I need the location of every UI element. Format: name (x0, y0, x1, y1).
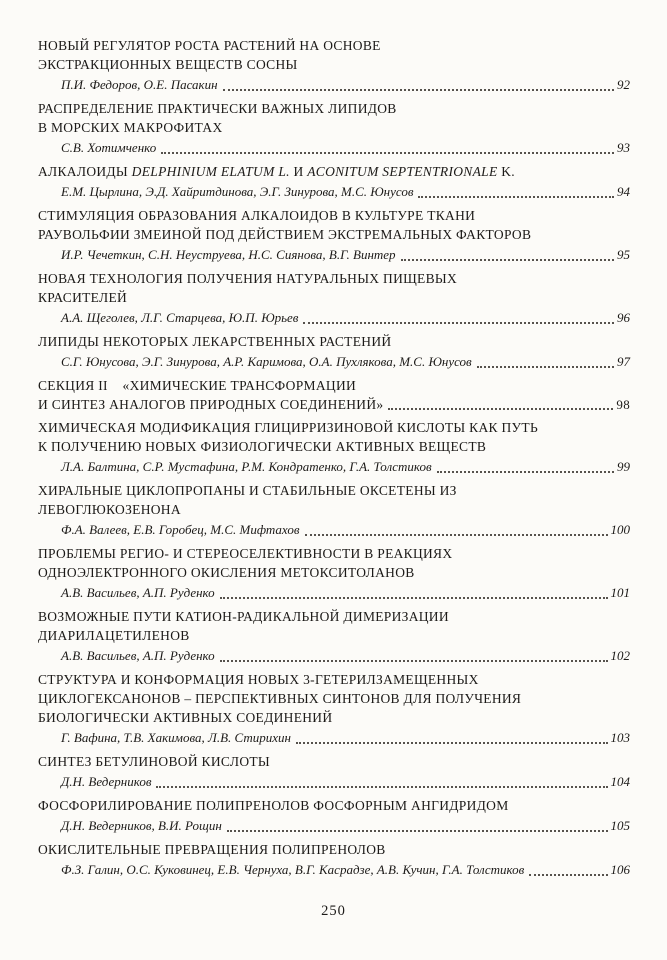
entry-title-line (38, 607, 630, 626)
dotted-leader (227, 830, 608, 832)
entry-authors-line (38, 728, 630, 748)
entry-title-line (38, 225, 630, 244)
entry-title-line (38, 840, 630, 859)
entry-authors: П.И. Федоров, О.Е. Пасакин (61, 77, 218, 92)
dotted-leader (223, 89, 614, 91)
entry-authors-line (38, 520, 630, 540)
entry-title-text: К ПОЛУЧЕНИЮ НОВЫХ ФИЗИОЛОГИЧЕСКИ АКТИВНЫХ ВЕЩЕСТВ (38, 439, 487, 454)
entry-title-text: ОКИСЛИТЕЛЬНЫЕ ПРЕВРАЩЕНИЯ ПОЛИПРЕНОЛОВ (38, 842, 386, 857)
entry-title-line (38, 544, 630, 563)
entry-page-number: 100 (610, 522, 630, 537)
entry-title-line (38, 481, 630, 500)
entry-title-text: ФОСФОРИЛИРОВАНИЕ ПОЛИПРЕНОЛОВ ФОСФОРНЫМ АНГИДРИДОМ (38, 798, 509, 813)
entry-authors: Л.А. Балтина, С.Р. Мустафина, Р.М. Кондратенко, Г.А. Толстиков (61, 459, 432, 474)
entry-title-line (38, 708, 630, 727)
entry-authors-line (38, 583, 630, 603)
entry-title-text: ЭКСТРАКЦИОННЫХ ВЕЩЕСТВ СОСНЫ (38, 57, 298, 72)
entry-title-text: ЛЕВОГЛЮКОЗЕНОНА (38, 502, 181, 517)
entry-page-number: 102 (610, 648, 630, 663)
toc-entry (38, 481, 630, 540)
toc-entry (38, 162, 630, 202)
entry-title-line (38, 269, 630, 288)
toc-entry (38, 269, 630, 328)
entry-title-text: СТИМУЛЯЦИЯ ОБРАЗОВАНИЯ АЛКАЛОИДОВ В КУЛЬТУРЕ ТКАНИ (38, 208, 476, 223)
entry-title-line (38, 99, 630, 118)
entry-title-text: НОВАЯ ТЕХНОЛОГИЯ ПОЛУЧЕНИЯ НАТУРАЛЬНЫХ ПИЩЕВЫХ (38, 271, 458, 286)
entry-title-line (38, 395, 630, 414)
dotted-leader (437, 471, 614, 473)
dotted-leader (156, 786, 607, 788)
entry-title-text: СЕКЦИЯ II «ХИМИЧЕСКИЕ ТРАНСФОРМАЦИИ (38, 378, 357, 393)
entry-title-text: ВОЗМОЖНЫЕ ПУТИ КАТИОН-РАДИКАЛЬНОЙ ДИМЕРИЗАЦИИ (38, 609, 449, 624)
entry-authors: С.Г. Юнусова, Э.Г. Зинурова, А.Р. Каримова, О.А. Пухлякова, М.С. Юнусов (61, 354, 472, 369)
entry-title-text: ДИАРИЛАЦЕТИЛЕНОВ (38, 628, 190, 643)
entry-title-line (38, 796, 630, 815)
entry-page-number: 106 (610, 862, 630, 877)
entry-title-text: СТРУКТУРА И КОНФОРМАЦИЯ НОВЫХ 3-ГЕТЕРИЛЗАМЕЩЕННЫХ (38, 672, 479, 687)
entry-title-text: В МОРСКИХ МАКРОФИТАХ (38, 120, 223, 135)
entry-title-line (38, 36, 630, 55)
dotted-leader (529, 874, 607, 876)
toc-entry (38, 607, 630, 666)
entry-page-number: 101 (610, 585, 630, 600)
entry-title-line (38, 437, 630, 456)
entry-authors: И.Р. Чечеткин, С.Н. Неуструева, Н.С. Сиянова, В.Г. Винтер (61, 247, 396, 262)
entry-page-number: 95 (617, 247, 630, 262)
entry-title-segment: И (289, 164, 308, 179)
entry-authors-line (38, 772, 630, 792)
entry-authors: Е.М. Цырлина, Э.Д. Хайритдинова, Э.Г. Зинурова, М.С. Юнусов (61, 184, 414, 199)
entry-page-number: 98 (616, 397, 630, 412)
dotted-leader (401, 259, 614, 261)
entry-authors-line (38, 245, 630, 265)
entry-authors: Ф.А. Валеев, Е.В. Горобец, М.С. Мифтахов (61, 522, 300, 537)
entry-authors-line (38, 182, 630, 202)
entry-page-number: 93 (617, 140, 630, 155)
entry-page-number: 96 (617, 310, 630, 325)
entry-authors: С.В. Хотимченко (61, 140, 157, 155)
entry-authors: Д.Н. Ведерников (61, 774, 152, 789)
entry-page-number: 104 (610, 774, 630, 789)
entry-authors-line (38, 457, 630, 477)
dotted-leader (305, 534, 608, 536)
entry-page-number: 99 (617, 459, 630, 474)
dotted-leader (477, 366, 614, 368)
dotted-leader (161, 152, 614, 154)
entry-authors-line (38, 816, 630, 836)
dotted-leader (388, 408, 613, 410)
entry-title-segment: ACONITUM SEPTENTRIONALE (307, 164, 498, 179)
entry-page-number: 105 (610, 818, 630, 833)
dotted-leader (220, 597, 608, 599)
entry-title-line (38, 288, 630, 307)
entry-title-line (38, 332, 630, 351)
entry-title-segment: АЛКАЛОИДЫ (38, 164, 132, 179)
entry-title-text (38, 162, 515, 181)
toc-entry (38, 206, 630, 265)
entry-page-number: 103 (610, 730, 630, 745)
entry-authors: Д.Н. Ведерников, В.И. Рощин (61, 818, 222, 833)
entry-title-line (38, 563, 630, 582)
entry-title-text: КРАСИТЕЛЕЙ (38, 290, 128, 305)
entry-title-line (38, 118, 630, 137)
entry-title-text: ОДНОЭЛЕКТРОННОГО ОКИСЛЕНИЯ МЕТОКСИТОЛАНОВ (38, 565, 415, 580)
entry-title-text: ХИРАЛЬНЫЕ ЦИКЛОПРОПАНЫ И СТАБИЛЬНЫЕ ОКСЕТЕНЫ ИЗ (38, 483, 457, 498)
entry-title-line (38, 752, 630, 771)
toc-entry (38, 332, 630, 372)
entry-title-segment: DELPHINIUM ELATUM L. (131, 164, 290, 179)
toc-entry (38, 418, 630, 477)
entry-authors-line (38, 138, 630, 158)
entry-authors-line (38, 308, 630, 328)
toc-entry (38, 752, 630, 792)
entry-page-number: 94 (617, 184, 630, 199)
toc-entry (38, 99, 630, 158)
entry-title-text: ПРОБЛЕМЫ РЕГИО- И СТЕРЕОСЕЛЕКТИВНОСТИ В РЕАКЦИЯХ (38, 546, 453, 561)
toc-section-heading (38, 376, 630, 414)
entry-title-segment: K. (497, 164, 515, 179)
entry-authors: Ф.З. Галин, О.С. Куковинец, Е.В. Чернуха, В.Г. Касрадзе, А.В. Кучин, Г.А. Толстиков (61, 862, 525, 877)
toc-entry (38, 796, 630, 836)
entry-title-text: РАУВОЛЬФИИ ЗМЕИНОЙ ПОД ДЕЙСТВИЕМ ЭКСТРЕМАЛЬНЫХ ФАКТОРОВ (38, 227, 532, 242)
entry-title-text: ЛИПИДЫ НЕКОТОРЫХ ЛЕКАРСТВЕННЫХ РАСТЕНИЙ (38, 334, 392, 349)
entry-authors: А.В. Васильев, А.П. Руденко (61, 585, 215, 600)
entry-title-line (38, 376, 630, 395)
entry-authors-line (38, 860, 630, 880)
toc-entry (38, 544, 630, 603)
entry-title-line (38, 689, 630, 708)
entry-authors: Г. Вафина, Т.В. Хакимова, Л.В. Стирихин (61, 730, 291, 745)
entry-authors: А.В. Васильев, А.П. Руденко (61, 648, 215, 663)
entry-title-text: ХИМИЧЕСКАЯ МОДИФИКАЦИЯ ГЛИЦИРРИЗИНОВОЙ КИСЛОТЫ КАК ПУТЬ (38, 420, 539, 435)
toc-entry (38, 36, 630, 95)
entry-authors-line (38, 646, 630, 666)
entry-authors: А.А. Щеголев, Л.Г. Старцева, Ю.П. Юрьев (61, 310, 299, 325)
dotted-leader (296, 742, 608, 744)
toc-entries (38, 36, 630, 880)
entry-title-line (38, 418, 630, 437)
entry-title-line (38, 162, 630, 181)
entry-title-line (38, 206, 630, 225)
entry-title-text: НОВЫЙ РЕГУЛЯТОР РОСТА РАСТЕНИЙ НА ОСНОВЕ (38, 38, 381, 53)
entry-page-number: 97 (617, 354, 630, 369)
page-number-footer: 250 (321, 903, 346, 919)
entry-title-line (38, 626, 630, 645)
entry-title-line (38, 670, 630, 689)
dotted-leader (220, 660, 608, 662)
entry-title-text: СИНТЕЗ БЕТУЛИНОВОЙ КИСЛОТЫ (38, 754, 271, 769)
toc-entry (38, 670, 630, 748)
entry-page-number: 92 (617, 77, 630, 92)
entry-title-line (38, 55, 630, 74)
entry-title-text: И СИНТЕЗ АНАЛОГОВ ПРИРОДНЫХ СОЕДИНЕНИЙ» (38, 397, 384, 412)
entry-title-text: БИОЛОГИЧЕСКИ АКТИВНЫХ СОЕДИНЕНИЙ (38, 710, 333, 725)
entry-title-text: ЦИКЛОГЕКСАНОНОВ – ПЕРСПЕКТИВНЫХ СИНТОНОВ ДЛЯ ПОЛУЧЕНИЯ (38, 691, 522, 706)
entry-title-line (38, 500, 630, 519)
dotted-leader (303, 322, 614, 324)
entry-authors-line (38, 352, 630, 372)
dotted-leader (418, 196, 614, 198)
entry-authors-line (38, 75, 630, 95)
entry-title-text: РАСПРЕДЕЛЕНИЕ ПРАКТИЧЕСКИ ВАЖНЫХ ЛИПИДОВ (38, 101, 397, 116)
toc-entry (38, 840, 630, 880)
